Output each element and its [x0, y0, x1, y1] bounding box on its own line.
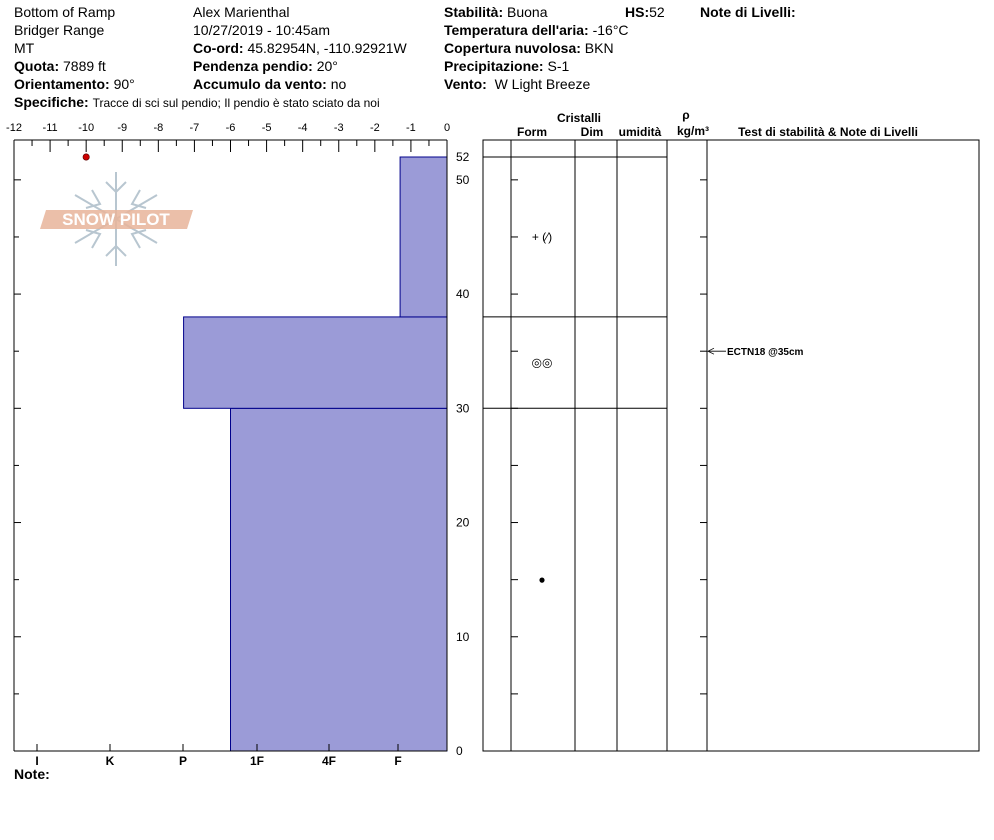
coord-label: Co-ord:: [193, 40, 244, 56]
height-tick-label: 10: [456, 629, 470, 644]
stability-test-label: ECTN18 @35cm: [727, 347, 804, 359]
height-tick-label: 40: [456, 287, 470, 302]
form-header: Form: [517, 125, 547, 139]
hardness-bar-2: [400, 157, 447, 317]
temp-tick-label: -2: [369, 122, 380, 134]
temp-tick-label: -10: [78, 122, 95, 134]
elevation-value: 7889 ft: [63, 58, 106, 74]
logo-text: SNOW PILOT: [62, 210, 170, 229]
wind-loading-label: Accumulo da vento:: [193, 76, 327, 92]
temp-tick-label: -9: [117, 122, 128, 134]
hs-label: HS:: [625, 4, 650, 20]
stability-tests: [708, 347, 804, 358]
tests-header: Test di stabilità & Note di Livelli: [738, 125, 918, 139]
layer-notes-label: Note di Livelli:: [700, 4, 796, 20]
temp-tick-label: -8: [153, 122, 164, 134]
moisture-header: umidità: [618, 125, 662, 139]
rho-header: ρ: [682, 108, 690, 122]
height-tick-label: 50: [456, 172, 470, 187]
height-top-label: 52: [456, 150, 470, 164]
layer-table-frame: [483, 140, 979, 751]
height-tick-label: 30: [456, 401, 470, 416]
temp-tick-label: -1: [406, 122, 416, 134]
grain-form-symbol: + (⁄): [531, 229, 553, 244]
air-temp-value: -16°C: [592, 22, 629, 38]
wind-value: W Light Breeze: [494, 76, 591, 92]
wind-label: Vento:: [444, 76, 487, 92]
temperature-points: [83, 154, 89, 160]
hardness-bar-1: [184, 317, 447, 408]
grain-form-symbol: ●: [538, 572, 546, 587]
hardness-label: F: [394, 754, 402, 768]
sky-label: Copertura nuvolosa:: [444, 40, 581, 56]
hardness-bar-0: [231, 408, 448, 751]
stability-label: Stabilità:: [444, 4, 504, 20]
crystals-header: Cristalli: [556, 111, 602, 125]
hardness-label: 1F: [249, 754, 265, 768]
hardness-label: 4F: [321, 754, 337, 768]
temp-tick-label: -12: [6, 122, 22, 134]
precip-value: S-1: [547, 58, 570, 74]
temp-point: [83, 154, 89, 160]
size-header: Dim: [580, 125, 604, 139]
height-tick-label: 0: [456, 744, 463, 758]
elevation-label: Quota:: [14, 58, 60, 74]
specifics-label: Specifiche:: [14, 94, 89, 110]
observation-datetime: 10/27/2019 - 10:45am: [193, 22, 330, 38]
height-tick-label: 20: [456, 515, 470, 530]
hardness-layers: [184, 157, 447, 751]
temp-tick-label: -6: [225, 122, 236, 134]
density-unit-header: kg/m³: [676, 124, 710, 138]
slope-value: 20°: [316, 58, 338, 74]
snowpilot-logo: [40, 172, 193, 266]
temp-tick-label: -4: [297, 122, 308, 134]
note-label: Note:: [14, 766, 50, 782]
hardness-label: I: [35, 754, 39, 768]
temp-tick-label: 0: [443, 122, 451, 134]
aspect-label: Orientamento:: [14, 76, 110, 92]
stability-value: Buona: [507, 4, 548, 20]
aspect-value: 90°: [113, 76, 135, 92]
table-ticks: [511, 180, 707, 694]
mountain-range: Bridger Range: [14, 22, 105, 38]
hardness-label: P: [178, 754, 188, 768]
observer-name: Alex Marienthal: [193, 4, 290, 20]
slope-label: Pendenza pendio:: [193, 58, 313, 74]
sky-value: BKN: [584, 40, 614, 56]
hardness-label: K: [105, 754, 115, 768]
hs-value: 52: [649, 4, 665, 20]
temperature-axis: [6, 122, 450, 152]
temp-tick-label: -3: [333, 122, 344, 134]
grain-form-symbol: ◎◎: [531, 355, 553, 370]
precip-label: Precipitazione:: [444, 58, 544, 74]
temp-tick-label: -5: [261, 122, 272, 134]
location-name: Bottom of Ramp: [14, 4, 116, 20]
state: MT: [14, 40, 35, 56]
air-temp-label: Temperatura dell'aria:: [444, 22, 589, 38]
wind-loading-value: no: [330, 76, 347, 92]
coord-value: 45.82954N, -110.92921W: [247, 40, 407, 56]
specifics-value: Tracce di sci sul pendio; Il pendio è stato sciato da noi: [92, 96, 380, 110]
temp-tick-label: -7: [189, 122, 200, 134]
temp-tick-label: -11: [42, 122, 58, 134]
